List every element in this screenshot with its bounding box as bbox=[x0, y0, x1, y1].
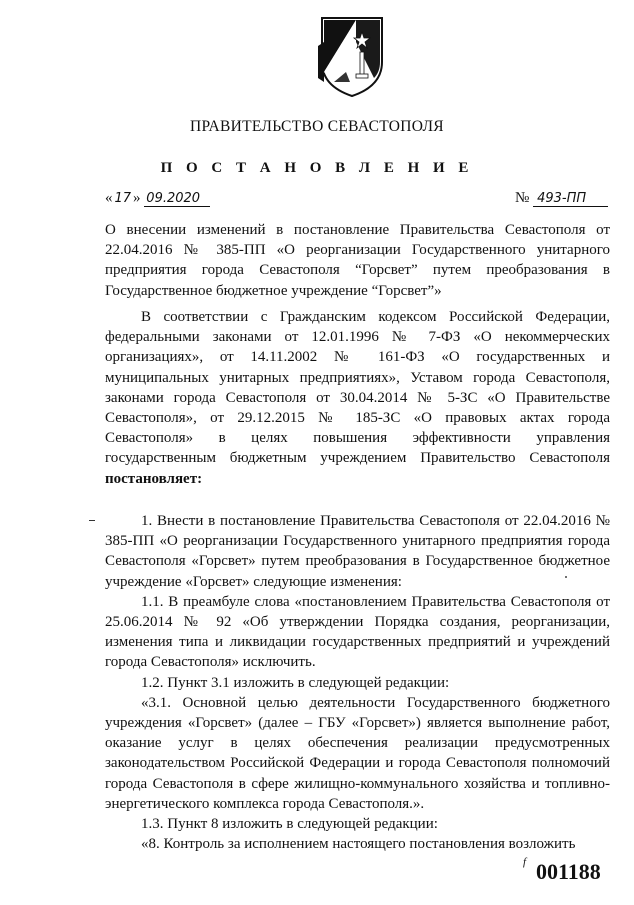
preamble-paragraph bbox=[105, 307, 610, 489]
body-paragraph: 1.3. Пункт 8 изложить в следующей редакции: bbox=[141, 816, 438, 833]
preamble bbox=[105, 307, 610, 489]
document-number bbox=[515, 190, 608, 207]
body-paragraph: «3.1. Основной целью деятельности Государственного бюджетного учреждения «Горсвет» (далее – ГБУ «Горсвет») является выполнение работ, оказание услуг в целях обеспечения реализации предусмотренных законодательством Российской Федерации и города Севастополя полномочий города Севастополя в сфере жилищно-коммунального хозяйства и топливно-энергетического комплекса города Севастополя.». bbox=[105, 694, 610, 812]
subject-text: О внесении изменений в постановление Правительства Севастополя от 22.04.2016 № 385-ПП «О реорганизации Государственного унитарного предприятия города Севастополя “Горсвет” путем преобразования в Государственное бюджетное учреждение “Горсвет”» bbox=[105, 222, 610, 299]
serial-number-stamp: 001188 bbox=[536, 859, 601, 884]
body-paragraph: 1. Внести в постановление Правительства Севастополя от 22.04.2016 № 385-ПП «О реорганизации Государственного унитарного предприятия города Севастополя «Горсвет» путем преобразования в Государственное бюджетное учреждение «Горсвет» следующие изменения: bbox=[105, 513, 610, 590]
margin-mark bbox=[89, 520, 95, 521]
document-body bbox=[105, 511, 610, 854]
sevastopol-coat-of-arms-icon bbox=[316, 12, 388, 98]
date-day: 17 bbox=[114, 191, 132, 206]
number-value: 493-ПП bbox=[533, 191, 608, 207]
document-type-title: П О С Т А Н О В Л Е Н И Е bbox=[160, 160, 474, 176]
date-month-year: 09.2020 bbox=[144, 191, 210, 207]
body-paragraph: 1.1. В преамбуле слова «постановлением Правительства Севастополя от 25.06.2014 № 92 «Об утверждении Порядка создания, реорганизации, изменения типа и ликвидации государственных предприятий и учреждений города Севастополя» исключить. bbox=[105, 593, 610, 671]
stamp-mark: f bbox=[523, 856, 527, 868]
preamble-text: В соответствии с Гражданским кодексом Российской Федерации, федеральными законами от 12.01.1996 № 7-ФЗ «О некоммерческих организациях», от 14.11.2002 № 161-ФЗ «О государственных и муниципальных унитарных предприятиях», Уставом города Севастополя, законами города Севастополя от 30.04.2014 № 5-ЗС «О Правительстве Севастополя», от 29.12.2015 № 185-ЗС «О правовых актах города Севастополя» в целях повышения эффективности управления государственным бюджетным учреждением Правительство Севастополя bbox=[105, 309, 610, 467]
issuing-authority: ПРАВИТЕЛЬСТВО СЕВАСТОПОЛЯ bbox=[190, 118, 444, 135]
body-paragraph: 1.2. Пункт 3.1 изложить в следующей редакции: bbox=[141, 674, 450, 691]
document-date bbox=[105, 190, 210, 207]
date-open-quote: « bbox=[105, 190, 113, 206]
resolves-word: постановляет: bbox=[105, 470, 203, 487]
number-prefix: № bbox=[515, 190, 530, 206]
body-paragraph: «8. Контроль за исполнением настоящего постановления возложить bbox=[141, 836, 576, 853]
document-subject bbox=[105, 220, 610, 301]
date-close-quote: » bbox=[133, 190, 141, 206]
